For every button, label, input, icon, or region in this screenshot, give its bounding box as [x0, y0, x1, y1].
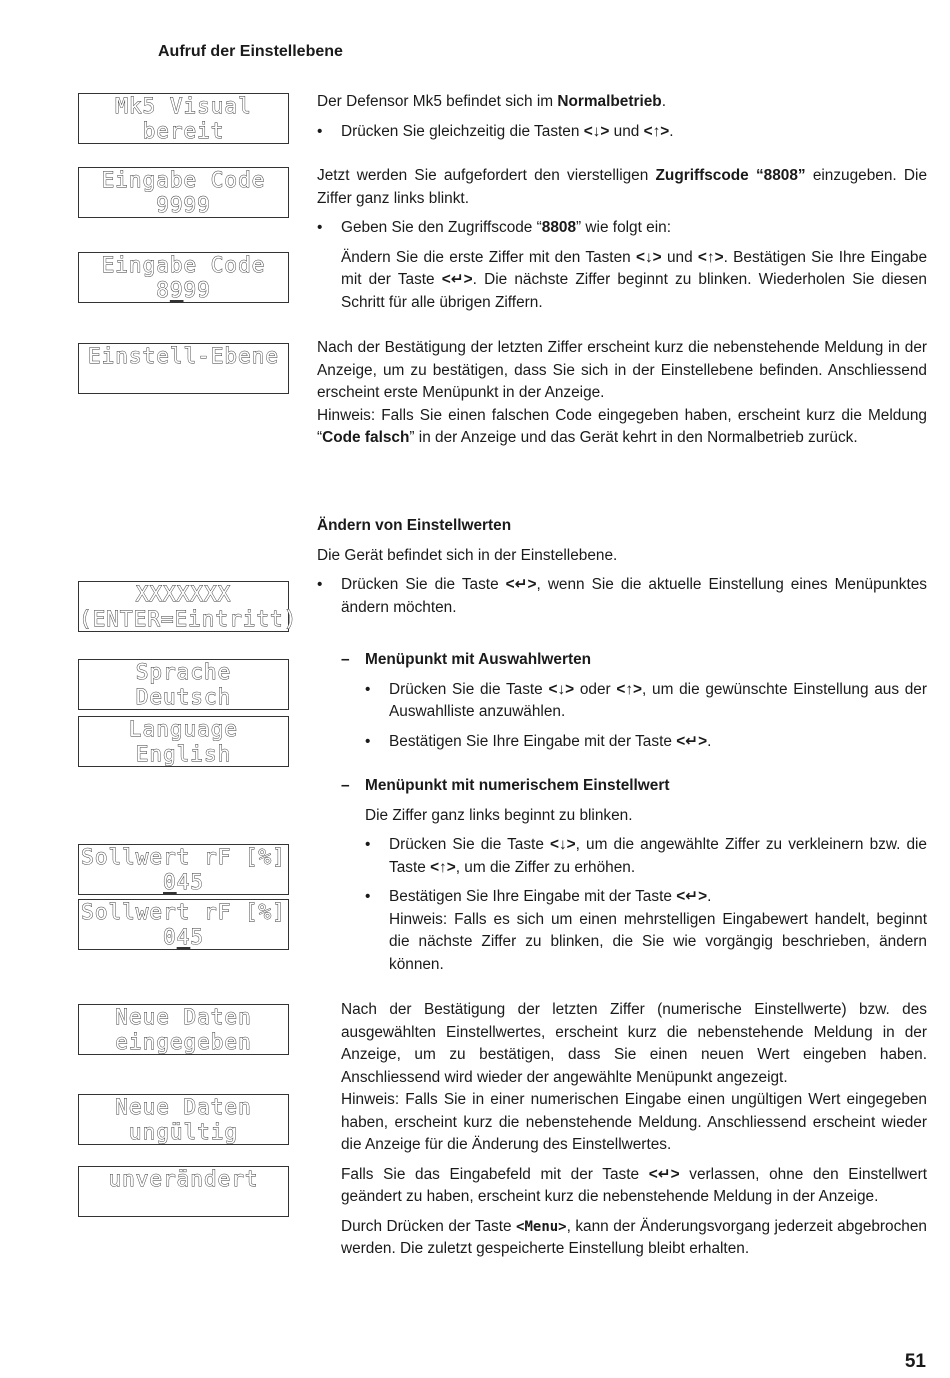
- lcd-line-1: Neue Daten: [115, 1005, 252, 1029]
- lcd-line-2: eingegeben: [115, 1030, 252, 1054]
- lcd-line-1: Eingabe Code: [101, 253, 266, 277]
- lcd-display-sollwert-1: [78, 844, 289, 895]
- lcd-line-1: Eingabe Code: [101, 168, 266, 192]
- lcd-line-1: XXXXXXX: [135, 582, 232, 606]
- paragraph: Die Gerät befindet sich in der Einstellebene.: [317, 546, 618, 564]
- paragraph: Hinweis: Falls Sie einen falschen Code eingegeben haben, erscheint kurz die Meldung “Code falsch” in der Anzeige und das Gerät kehrt in den Normalbetrieb zurück.: [317, 406, 927, 446]
- section-change-settings: [317, 515, 927, 619]
- lcd-display-neue-daten: [78, 1004, 289, 1055]
- lcd-display-enter: [78, 581, 298, 632]
- lcd-line-1: unverändert: [108, 1167, 259, 1191]
- lcd-line-1: Language: [128, 717, 239, 741]
- lcd-line-1: Mk5 Visual: [115, 94, 252, 118]
- enter-key-icon: <↵>: [676, 888, 708, 905]
- lcd-display-code-1: [78, 167, 289, 218]
- lcd-line-2: 045: [163, 870, 204, 894]
- bullet-item: • Drücken Sie die Taste <↓>, um die angewählte Ziffer zu verkleinern bzw. die Taste <↑>, um die Ziffer zu erhöhen.: [365, 834, 927, 879]
- subsection-heading: Ändern von Einstellwerten: [317, 517, 512, 534]
- lcd-display-unveraendert: [78, 1166, 289, 1217]
- paragraph: Ändern Sie die erste Ziffer mit den Tasten <↓> und <↑>. Bestätigen Sie Ihre Eingabe mit der Taste <↵>. Die nächste Ziffer beginnt zu blinken. Wiederholen Sie diesen Schritt für alle übrigen Ziffern.: [341, 248, 928, 311]
- down-key-icon: <↓>: [583, 122, 610, 140]
- lcd-display-ungueltig: [78, 1094, 289, 1145]
- lcd-display-sollwert-2: [78, 899, 289, 950]
- lcd-line-1: Einstell-Ebene: [87, 344, 279, 368]
- down-key-icon: <↓>: [549, 836, 576, 853]
- section-access-code: [317, 165, 927, 314]
- subsection-heading: – Menüpunkt mit Auswahlwerten: [341, 649, 927, 672]
- section-selection-values: [341, 649, 927, 753]
- section-result-messages: [341, 999, 927, 1261]
- up-key-icon: <↑>: [430, 858, 456, 876]
- bullet-item: • Bestätigen Sie Ihre Eingabe mit der Taste <↵>. Hinweis: Falls es sich um einen mehrstelligen Eingabewert handelt, beginnt die nächste Ziffer zu blinken, die Sie wie vorgängig beschrieben, ändern können.: [365, 886, 927, 976]
- up-key-icon: <↑>: [616, 680, 643, 698]
- lcd-display-einstell-ebene: [78, 343, 289, 394]
- enter-key-icon: <↵>: [505, 576, 537, 593]
- lcd-line-2: (ENTER=Eintritt): [79, 607, 298, 631]
- lcd-line-2: 8999: [156, 278, 211, 302]
- lcd-line-2: Deutsch: [135, 685, 232, 709]
- paragraph: Hinweis: Falls Sie in einer numerischen Eingabe einen ungültigen Wert eingegeben haben, erscheint kurz die nebenstehende Meldung. Anschliessend erscheint wieder die Anzeige für die Änderung des Einstellwertes.: [341, 1091, 927, 1153]
- subsection-heading: – Menüpunkt mit numerischem Einstellwert: [341, 775, 927, 798]
- lcd-line-1: Sollwert rF [%]: [81, 845, 286, 869]
- lcd-line-1: Neue Daten: [115, 1095, 252, 1119]
- bullet-item: • Drücken Sie gleichzeitig die Tasten <↓> und <↑>.: [317, 121, 927, 144]
- lcd-line-2: bereit: [142, 119, 225, 143]
- lcd-display-code-2: [78, 252, 289, 303]
- lcd-line-1: Sprache: [135, 660, 232, 684]
- lcd-line-1: Sollwert rF [%]: [81, 900, 286, 924]
- cursor-digit: 9: [169, 278, 184, 302]
- lcd-display-normal: [78, 93, 289, 144]
- up-key-icon: <↑>: [643, 122, 670, 140]
- bullet-item: • Drücken Sie die Taste <↓> oder <↑>, um die gewünschte Einstellung aus der Auswahlliste anzuwählen.: [365, 679, 927, 724]
- lcd-line-2: English: [135, 742, 232, 766]
- down-key-icon: <↓>: [548, 680, 575, 698]
- section-normal-mode: [317, 91, 927, 143]
- paragraph: Der Defensor Mk5 befindet sich im Normalbetrieb.: [317, 93, 666, 110]
- enter-key-icon: <↵>: [441, 271, 473, 288]
- cursor-digit: 0: [163, 870, 177, 894]
- section-heading: Aufruf der Einstellebene: [158, 43, 343, 60]
- paragraph: Falls Sie das Eingabefeld mit der Taste <↵> verlassen, ohne den Einstellwert geändert zu haben, erscheint kurz die nebenstehende Meldung in der Anzeige.: [341, 1165, 927, 1205]
- paragraph: Die Ziffer ganz links beginnt zu blinken.: [365, 806, 633, 824]
- back-key-icon: <↵>: [648, 1165, 680, 1183]
- lcd-line-2: 9999: [156, 193, 211, 217]
- paragraph: Nach der Bestätigung der letzten Ziffer (numerische Einstellwerte) bzw. des ausgewählten Einstellwertes, erscheint kurz die nebenstehende Meldung in der Anzeige, um zu bestätigen, dass Sie einen neuen Wert eingeben haben. Anschliessend wird wieder der angewählte Menüpunkt angezeigt.: [341, 1001, 927, 1086]
- menu-key-icon: <Menu>: [516, 1218, 567, 1235]
- bullet-item: • Drücken Sie die Taste <↵>, wenn Sie die aktuelle Einstellung eines Menüpunktes ändern möchten.: [317, 574, 927, 619]
- page-number: 51: [904, 1351, 926, 1372]
- lcd-display-language: [78, 716, 289, 767]
- cursor-digit: 4: [176, 925, 191, 949]
- lcd-line-2: 045: [163, 925, 204, 949]
- bullet-item: • Geben Sie den Zugriffscode “8808” wie folgt ein:: [317, 217, 927, 240]
- lcd-display-sprache: [78, 659, 289, 710]
- bullet-item: • Bestätigen Sie Ihre Eingabe mit der Taste <↵>.: [365, 731, 927, 754]
- paragraph: Jetzt werden Sie aufgefordert den vierstelligen Zugriffscode “8808” einzugeben. Die Ziffer ganz links blinkt.: [317, 167, 928, 207]
- section-confirmation: [317, 337, 927, 450]
- down-key-icon: <↓>: [635, 248, 662, 266]
- enter-key-icon: <↵>: [676, 732, 708, 750]
- paragraph: Nach der Bestätigung der letzten Ziffer erscheint kurz die nebenstehende Meldung in der Anzeige, um zu bestätigen, dass Sie sich in der Einstellebene befinden. Anschliessend erscheint erste Menüpunkt in der Anzeige.: [317, 339, 927, 401]
- paragraph: Durch Drücken der Taste <Menu>, kann der Änderungsvorgang jederzeit abgebrochen werden. Die zuletzt gespeicherte Einstellung bleibt erhalten.: [341, 1217, 927, 1257]
- up-key-icon: <↑>: [697, 248, 724, 266]
- paragraph: Hinweis: Falls es sich um einen mehrstelligen Eingabewert handelt, beginnt die nächste Ziffer zu blinken, die Sie wie vorgängig beschrieben, ändern können.: [389, 910, 927, 973]
- lcd-line-2: ungültig: [128, 1120, 239, 1144]
- section-numeric-values: [341, 775, 927, 976]
